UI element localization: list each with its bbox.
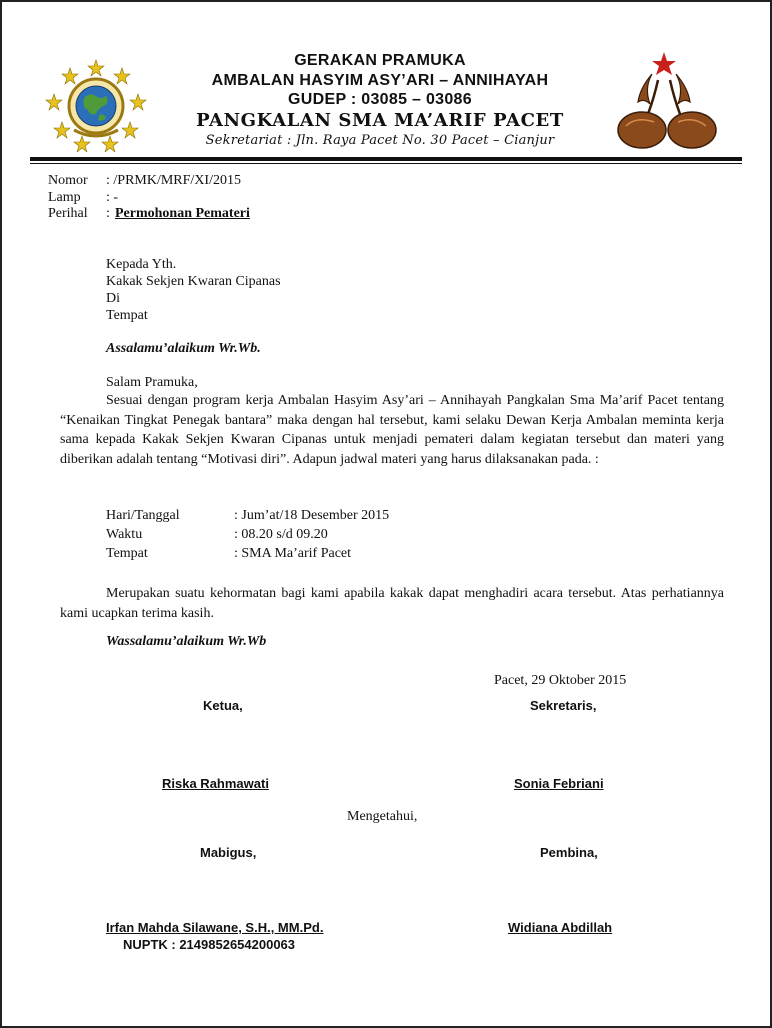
sekretaris-title: Sekretaris, [530,698,597,713]
mabigus-name: Irfan Mahda Silawane, S.H., MM.Pd. [106,920,324,935]
recipient-line: Kepada Yth. [106,257,177,272]
ketua-title: Ketua, [203,698,243,713]
header-gudep: GUDEP : 03085 – 03086 [288,91,472,108]
mabigus-title: Mabigus, [200,845,257,860]
schedule-value: : Jum’at/18 Desember 2015 [234,508,390,523]
greeting: Assalamu’alaikum Wr.Wb. [106,341,261,356]
header-divider [30,157,742,161]
schedule-label: Tempat [106,546,148,561]
schedule-value: : SMA Ma’arif Pacet [234,546,352,561]
schedule-label: Hari/Tanggal [106,508,180,523]
place-date: Pacet, 29 Oktober 2015 [494,673,627,688]
perihal-label: Perihal [48,206,88,221]
closing-paragraph: Merupakan suatu kehormatan bagi kami apabila kakak dapat menghadiri acara tersebut. Atas perhatiannya kami ucapkan terima kasih. [60,586,724,621]
schedule-value: : 08.20 s/d 09.20 [234,527,328,542]
pembina-title: Pembina, [540,845,598,860]
body-paragraph: Sesuai dengan program kerja Ambalan Hasyim Asy’ari – Annihayah Pangkalan Sma Ma’arif Pacet tentang “Kenaikan Tingkat Penegak bantara” maka dengan hal tersebut, kami selaku Dewan Kerja Ambalan meminta kerja sama kepada Kakak Sekjen Kwaran Cipanas untuk menjadi pemateri dalam kegiatan tersebut dan materi yang diberikan adalah tentang “Motivasi diri”. Adapun jadwal materi yang harus dilaksanakan pada. : [60,393,724,467]
header-org: GERAKAN PRAMUKA [294,52,466,69]
perihal-colon: : [106,206,110,221]
schedule-label: Waktu [106,527,143,542]
header-address: Sekretariat : Jln. Raya Pacet No. 30 Pacet – Cianjur [205,133,555,148]
pramuka-globe-logo [44,58,148,152]
lamp-label: Lamp [48,190,81,205]
mabigus-nuptk: NUPTK : 2149852654200063 [123,937,296,952]
recipient-line: Di [106,291,120,306]
header-divider-thin [30,163,742,164]
recipient-line: Kakak Sekjen Kwaran Cipanas [106,274,281,289]
recipient-line: Tempat [106,308,148,323]
sekretaris-name: Sonia Febriani [514,776,604,791]
nomor-value: : /PRMK/MRF/XI/2015 [106,173,241,188]
farewell: Wassalamu’alaikum Wr.Wb [106,634,267,649]
header-pangkalan: PANGKALAN SMA MA’ARIF PACET [196,110,564,131]
nomor-label: Nomor [48,173,88,188]
ketua-name: Riska Rahmawati [162,776,269,791]
mengetahui-label: Mengetahui, [347,809,418,824]
lamp-value: : - [106,190,119,205]
perihal-value: Permohonan Pemateri [115,206,250,221]
salam: Salam Pramuka, [106,375,198,390]
header-ambalan: AMBALAN HASYIM ASY’ARI – ANNIHAYAH [211,72,549,89]
pembina-name: Widiana Abdillah [508,920,613,935]
tunas-kelapa-logo [612,50,722,154]
